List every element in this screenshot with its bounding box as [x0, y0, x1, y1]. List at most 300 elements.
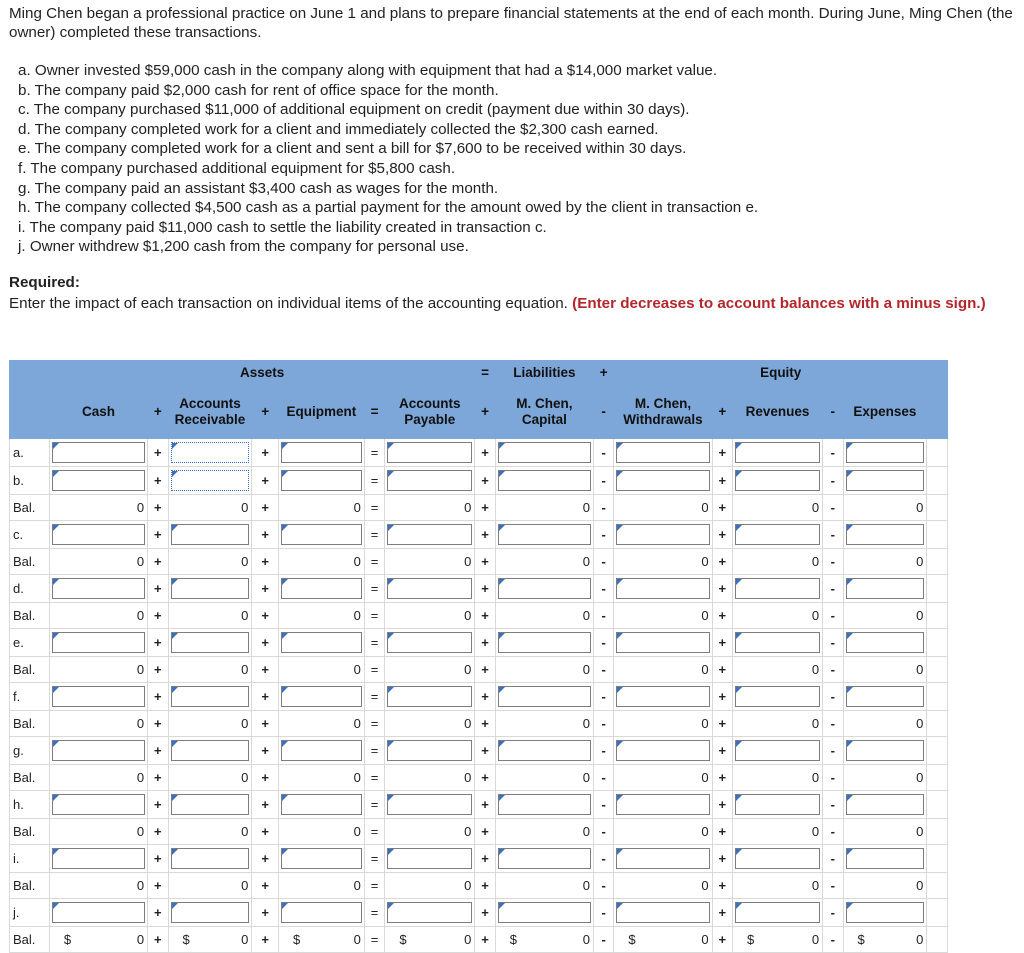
row-spacer — [927, 683, 948, 711]
withdrawals-input[interactable] — [616, 632, 709, 653]
dropdown-corner-icon — [53, 903, 59, 909]
capital-balance — [495, 927, 593, 953]
dropdown-corner-icon — [847, 579, 853, 585]
equipment-cell — [278, 439, 364, 467]
dropdown-corner-icon — [53, 741, 59, 747]
dropdown-corner-icon — [736, 795, 742, 801]
accounts-payable-cell — [385, 439, 475, 467]
operator-plus: + — [252, 495, 279, 521]
operator-eq: = — [364, 927, 384, 953]
operator-minus: - — [593, 899, 613, 927]
balance-value: 0 — [241, 770, 249, 785]
revenues-header: Revenues — [733, 386, 823, 439]
dropdown-corner-icon — [617, 471, 623, 477]
balance-value: 0 — [353, 878, 361, 893]
operator-eq: = — [364, 575, 384, 603]
accounts-payable-balance — [385, 819, 475, 845]
withdrawals-input[interactable] — [616, 686, 709, 707]
capital-balance — [495, 711, 593, 737]
operator-eq: = — [364, 791, 384, 819]
balance-value: 0 — [353, 608, 361, 623]
row-label: h. — [10, 791, 50, 819]
operator-minus: - — [593, 467, 613, 495]
equipment-input[interactable] — [281, 470, 362, 491]
equipment-input[interactable] — [281, 524, 362, 545]
dropdown-corner-icon — [847, 471, 853, 477]
operator-plus: + — [148, 575, 168, 603]
operator-plus: + — [252, 845, 279, 873]
expenses-input[interactable] — [846, 442, 925, 463]
operator-minus: - — [593, 521, 613, 549]
currency-symbol: $ — [399, 932, 407, 947]
balance-value: 0 — [464, 554, 472, 569]
equipment-input[interactable] — [281, 740, 362, 761]
expenses-cell — [843, 629, 927, 657]
currency-symbol: $ — [63, 932, 72, 947]
withdrawals-input[interactable] — [616, 740, 709, 761]
cash-input[interactable] — [52, 470, 145, 491]
cash-cell — [49, 521, 147, 549]
operator-minus: - — [823, 765, 843, 791]
capital-input[interactable] — [498, 470, 591, 491]
equipment-input[interactable] — [281, 632, 362, 653]
equity-header: Equity — [614, 361, 948, 386]
row-spacer — [927, 791, 948, 819]
balance-value: 0 — [136, 716, 145, 731]
withdrawals-balance — [614, 873, 712, 899]
capital-balance — [495, 873, 593, 899]
equipment-input[interactable] — [281, 442, 362, 463]
op-header: + — [148, 386, 168, 439]
expenses-input[interactable] — [846, 794, 925, 815]
op-header: + — [475, 386, 495, 439]
operator-plus: + — [252, 575, 279, 603]
operator-minus: - — [593, 657, 613, 683]
dropdown-corner-icon — [617, 525, 623, 531]
accounts-payable-balance — [385, 711, 475, 737]
operator-minus: - — [823, 495, 843, 521]
withdrawals-balance — [614, 657, 712, 683]
accounts-receivable-input[interactable] — [171, 794, 250, 815]
capital-cell — [495, 845, 593, 873]
operator-plus: + — [712, 873, 732, 899]
op-header: = — [364, 386, 384, 439]
dropdown-corner-icon — [282, 903, 288, 909]
operator-plus: + — [475, 549, 495, 575]
dropdown-corner-icon — [282, 687, 288, 693]
row-label: Bal. — [10, 819, 50, 845]
equipment-input[interactable] — [281, 578, 362, 599]
accounts-payable-cell — [385, 521, 475, 549]
capital-cell — [495, 737, 593, 765]
dropdown-corner-icon — [172, 741, 178, 747]
cash-input[interactable] — [52, 632, 145, 653]
capital-cell — [495, 521, 593, 549]
capital-input[interactable] — [498, 632, 591, 653]
equipment-input[interactable] — [281, 848, 362, 869]
transaction-list — [18, 61, 758, 257]
equals-header: = — [475, 361, 495, 386]
capital-balance — [495, 495, 593, 521]
dropdown-corner-icon — [53, 633, 59, 639]
accounts-payable-cell — [385, 629, 475, 657]
row-spacer — [927, 603, 948, 629]
accounts-receivable-input[interactable] — [171, 848, 250, 869]
accounting-equation-table — [9, 360, 948, 953]
expenses-input[interactable] — [846, 632, 925, 653]
revenues-input[interactable] — [735, 632, 820, 653]
operator-eq: = — [364, 603, 384, 629]
equipment-input[interactable] — [281, 902, 362, 923]
operator-minus: - — [823, 439, 843, 467]
cash-input[interactable] — [52, 578, 145, 599]
cash-input[interactable] — [52, 794, 145, 815]
operator-plus: + — [475, 495, 495, 521]
balance-value: 0 — [701, 824, 709, 839]
dropdown-corner-icon — [172, 687, 178, 693]
accounts-payable-input[interactable] — [387, 686, 472, 707]
balance-value: 0 — [241, 608, 249, 623]
revenues-cell — [733, 467, 823, 495]
operator-plus: + — [475, 711, 495, 737]
balance-value: 0 — [916, 878, 924, 893]
accounts-receivable-input[interactable] — [171, 686, 250, 707]
column-header-row — [10, 386, 948, 439]
withdrawals-cell — [614, 899, 712, 927]
dropdown-corner-icon — [617, 579, 623, 585]
operator-eq: = — [364, 819, 384, 845]
capital-input[interactable] — [498, 686, 591, 707]
revenues-input[interactable] — [735, 686, 820, 707]
balance-value: 0 — [811, 662, 820, 677]
balance-value: 0 — [811, 500, 820, 515]
currency-symbol: $ — [509, 932, 517, 947]
dropdown-corner-icon — [172, 471, 178, 477]
op-header: - — [593, 386, 613, 439]
cash-input[interactable] — [52, 902, 145, 923]
accounts-receivable-input[interactable] — [171, 740, 250, 761]
operator-eq: = — [364, 657, 384, 683]
revenues-input[interactable] — [735, 442, 820, 463]
operator-plus: + — [475, 657, 495, 683]
accounts-receivable-cell — [168, 737, 252, 765]
balance-value: 0 — [701, 932, 709, 947]
dropdown-corner-icon — [53, 525, 59, 531]
operator-eq: = — [364, 683, 384, 711]
operator-minus: - — [823, 873, 843, 899]
accounts-payable-header: Accounts Payable — [385, 386, 475, 439]
revenues-balance — [733, 711, 823, 737]
row-label: j. — [10, 899, 50, 927]
expenses-input[interactable] — [846, 524, 925, 545]
cash-input[interactable] — [52, 848, 145, 869]
dropdown-corner-icon — [282, 579, 288, 585]
balance-value: 0 — [241, 662, 249, 677]
cash-balance — [49, 711, 147, 737]
operator-plus: + — [475, 927, 495, 953]
balance-value: 0 — [464, 932, 472, 947]
operator-plus: + — [712, 683, 732, 711]
row-spacer — [927, 467, 948, 495]
withdrawals-input[interactable] — [616, 578, 709, 599]
cash-cell — [49, 683, 147, 711]
operator-plus: + — [712, 711, 732, 737]
dropdown-corner-icon — [388, 903, 394, 909]
equipment-balance — [278, 657, 364, 683]
operator-plus: + — [475, 765, 495, 791]
withdrawals-input[interactable] — [616, 848, 709, 869]
expenses-input[interactable] — [846, 578, 925, 599]
accounts-payable-cell — [385, 737, 475, 765]
operator-plus: + — [252, 549, 279, 575]
operator-minus: - — [823, 927, 843, 953]
row-spacer — [927, 439, 948, 467]
withdrawals-input[interactable] — [616, 902, 709, 923]
revenues-input[interactable] — [735, 902, 820, 923]
row-label: Bal. — [10, 603, 50, 629]
dropdown-corner-icon — [499, 795, 505, 801]
cash-cell — [49, 467, 147, 495]
dropdown-corner-icon — [172, 795, 178, 801]
operator-minus: - — [593, 549, 613, 575]
accounts-payable-input[interactable] — [387, 632, 472, 653]
capital-balance — [495, 603, 593, 629]
expenses-input[interactable] — [846, 848, 925, 869]
balance-value: 0 — [464, 770, 472, 785]
equipment-cell — [278, 899, 364, 927]
accounts-payable-input[interactable] — [387, 524, 472, 545]
expenses-cell — [843, 439, 927, 467]
withdrawals-balance — [614, 603, 712, 629]
capital-cell — [495, 467, 593, 495]
capital-input[interactable] — [498, 902, 591, 923]
capital-input[interactable] — [498, 794, 591, 815]
expenses-input[interactable] — [846, 740, 925, 761]
operator-plus: + — [712, 657, 732, 683]
transaction-item: h. The company collected $4,500 cash as a partial payment for the amount owed by the client in transaction e. — [18, 199, 759, 217]
accounts-receivable-input[interactable] — [171, 902, 250, 923]
cash-input[interactable] — [52, 442, 145, 463]
expenses-cell — [843, 575, 927, 603]
transaction-row — [10, 683, 948, 711]
equipment-cell — [278, 629, 364, 657]
expenses-balance — [843, 765, 927, 791]
operator-plus: + — [712, 629, 732, 657]
balance-value: 0 — [811, 932, 820, 947]
operator-minus: - — [593, 845, 613, 873]
dropdown-corner-icon — [736, 579, 742, 585]
operator-eq: = — [364, 629, 384, 657]
transaction-item: d. The company completed work for a client and immediately collected the $2,300 cash earned. — [18, 120, 659, 138]
balance-value: 0 — [582, 878, 590, 893]
revenues-input[interactable] — [735, 848, 820, 869]
balance-value: 0 — [916, 824, 924, 839]
revenues-input[interactable] — [735, 470, 820, 491]
operator-plus: + — [712, 521, 732, 549]
balance-value: 0 — [811, 878, 820, 893]
operator-eq: = — [364, 845, 384, 873]
cash-balance — [49, 927, 147, 953]
balance-value: 0 — [464, 662, 472, 677]
balance-row — [10, 603, 948, 629]
transaction-item: j. Owner withdrew $1,200 cash from the company for personal use. — [18, 238, 469, 256]
balance-value: 0 — [136, 554, 145, 569]
revenues-balance — [733, 495, 823, 521]
capital-input[interactable] — [498, 442, 591, 463]
row-label: i. — [10, 845, 50, 873]
operator-minus: - — [593, 495, 613, 521]
row-label: d. — [10, 575, 50, 603]
equipment-cell — [278, 575, 364, 603]
accounts-receivable-cell — [168, 467, 252, 495]
balance-value: 0 — [811, 716, 820, 731]
equipment-balance — [278, 819, 364, 845]
balance-value: 0 — [136, 824, 145, 839]
row-spacer — [927, 495, 948, 521]
operator-plus: + — [148, 467, 168, 495]
dropdown-corner-icon — [282, 633, 288, 639]
dropdown-corner-icon — [282, 741, 288, 747]
dropdown-corner-icon — [847, 741, 853, 747]
accounts-payable-balance — [385, 603, 475, 629]
operator-plus: + — [252, 791, 279, 819]
cash-input[interactable] — [52, 524, 145, 545]
equipment-input[interactable] — [281, 794, 362, 815]
withdrawals-input[interactable] — [616, 524, 709, 545]
operator-minus: - — [593, 711, 613, 737]
transaction-row — [10, 845, 948, 873]
balance-value: 0 — [464, 608, 472, 623]
transaction-item: i. The company paid $11,000 cash to settle the liability created in transaction c. — [18, 218, 547, 236]
balance-value: 0 — [464, 878, 472, 893]
withdrawals-balance — [614, 819, 712, 845]
accounts-payable-input[interactable] — [387, 848, 472, 869]
operator-plus: + — [475, 819, 495, 845]
balance-value: 0 — [582, 500, 590, 515]
dropdown-corner-icon — [53, 443, 59, 449]
row-label: Bal. — [10, 549, 50, 575]
accounts-receivable-cell — [168, 521, 252, 549]
operator-plus: + — [252, 765, 279, 791]
withdrawals-balance — [614, 765, 712, 791]
capital-input[interactable] — [498, 848, 591, 869]
op-header: + — [712, 386, 732, 439]
operator-minus: - — [593, 439, 613, 467]
operator-minus: - — [593, 629, 613, 657]
accounts-payable-input[interactable] — [387, 794, 472, 815]
revenues-cell — [733, 791, 823, 819]
cash-input[interactable] — [52, 686, 145, 707]
equipment-cell — [278, 737, 364, 765]
revenues-input[interactable] — [735, 578, 820, 599]
accounts-receivable-input[interactable] — [171, 470, 250, 491]
operator-minus: - — [823, 575, 843, 603]
cash-input[interactable] — [52, 740, 145, 761]
operator-plus: + — [148, 521, 168, 549]
accounts-receivable-input[interactable] — [171, 524, 250, 545]
expenses-input[interactable] — [846, 686, 925, 707]
expenses-input[interactable] — [846, 902, 925, 923]
equipment-header: Equipment — [278, 386, 364, 439]
operator-eq: = — [364, 439, 384, 467]
operator-plus: + — [252, 657, 279, 683]
withdrawals-cell — [614, 791, 712, 819]
dropdown-corner-icon — [499, 443, 505, 449]
withdrawals-input[interactable] — [616, 794, 709, 815]
accounts-payable-cell — [385, 467, 475, 495]
accounts-payable-input[interactable] — [387, 442, 472, 463]
dropdown-corner-icon — [736, 471, 742, 477]
accounts-receivable-input[interactable] — [171, 578, 250, 599]
cash-balance — [49, 819, 147, 845]
capital-input[interactable] — [498, 524, 591, 545]
capital-input[interactable] — [498, 578, 591, 599]
operator-minus: - — [593, 737, 613, 765]
capital-balance — [495, 657, 593, 683]
revenues-input[interactable] — [735, 524, 820, 545]
accounts-payable-input[interactable] — [387, 740, 472, 761]
accounts-receivable-balance — [168, 819, 252, 845]
expenses-input[interactable] — [846, 470, 925, 491]
dropdown-corner-icon — [847, 903, 853, 909]
row-spacer — [927, 711, 948, 737]
cash-cell — [49, 791, 147, 819]
revenues-balance — [733, 873, 823, 899]
expenses-balance — [843, 819, 927, 845]
dropdown-corner-icon — [388, 795, 394, 801]
transaction-row — [10, 791, 948, 819]
balance-value: 0 — [701, 878, 709, 893]
capital-balance — [495, 549, 593, 575]
accounts-receivable-balance — [168, 549, 252, 575]
expenses-cell — [843, 521, 927, 549]
transaction-row — [10, 575, 948, 603]
cash-balance — [49, 495, 147, 521]
accounts-payable-balance — [385, 927, 475, 953]
row-label: b. — [10, 467, 50, 495]
operator-plus: + — [252, 521, 279, 549]
accounts-payable-cell — [385, 899, 475, 927]
balance-value: 0 — [136, 932, 145, 947]
revenues-input[interactable] — [735, 794, 820, 815]
transaction-row — [10, 439, 948, 467]
row-spacer — [927, 819, 948, 845]
corner-cell — [10, 386, 50, 439]
accounts-receivable-cell — [168, 899, 252, 927]
accounts-payable-input[interactable] — [387, 578, 472, 599]
accounts-receivable-input[interactable] — [171, 442, 250, 463]
accounts-payable-input[interactable] — [387, 902, 472, 923]
operator-plus: + — [475, 603, 495, 629]
operator-plus: + — [712, 765, 732, 791]
problem-intro: Ming Chen began a professional practice on June 1 and plans to prepare financial statements at the end of each month. During June, Ming Chen (the owner) completed these transactions. — [9, 5, 1013, 41]
capital-cell — [495, 899, 593, 927]
revenues-input[interactable] — [735, 740, 820, 761]
balance-value: 0 — [582, 554, 590, 569]
operator-minus: - — [823, 819, 843, 845]
dropdown-corner-icon — [172, 579, 178, 585]
capital-input[interactable] — [498, 740, 591, 761]
withdrawals-input[interactable] — [616, 442, 709, 463]
withdrawals-input[interactable] — [616, 470, 709, 491]
equipment-balance — [278, 711, 364, 737]
liabilities-header: Liabilities — [495, 361, 593, 386]
equipment-balance — [278, 873, 364, 899]
equipment-input[interactable] — [281, 686, 362, 707]
accounts-payable-input[interactable] — [387, 470, 472, 491]
dropdown-corner-icon — [388, 633, 394, 639]
accounts-receivable-input[interactable] — [171, 632, 250, 653]
